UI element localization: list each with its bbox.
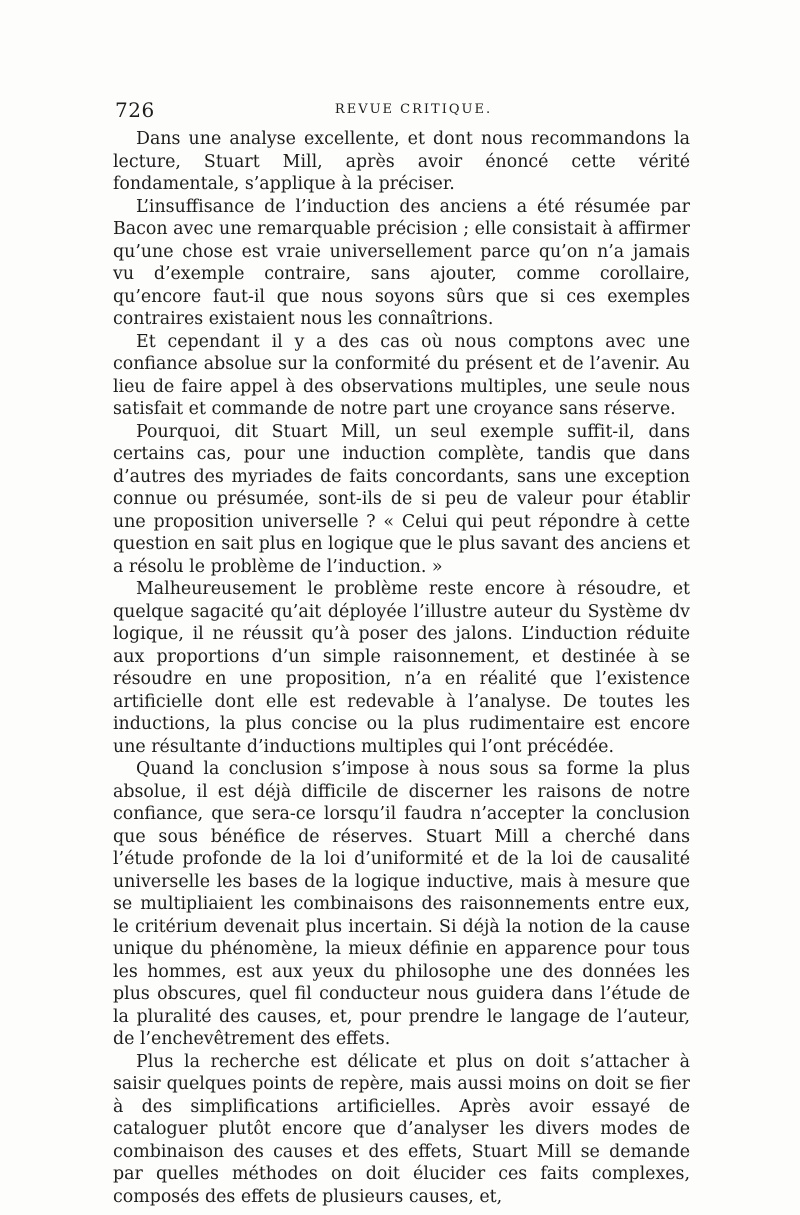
page-number: 726: [115, 98, 155, 122]
paragraph-4: Pourquoi, dit Stuart Mill, un seul exemple suffit-il, dans certains cas, pour une induction complète, tandis que dans d’autres des myriades de faits concordants, sans une exception connue ou présumée, sont-ils de si peu de valeur pour établir une proposition universelle ? « Celui qui peut répondre à cette question en sait plus en logique que le plus savant des anciens et a résolu le problème de l’induction. »: [113, 421, 690, 577]
paragraph-2: L’insuffisance de l’induction des anciens a été résumée par Bacon avec une remarquable précision ; elle consistait à affirmer qu’une chose est vraie universellement parce qu’on n’a jamais vu d’exemple contraire, sans ajouter, comme corollaire, qu’encore faut-il que nous soyons sûrs que si ces exemples contraires existaient nous les connaîtrions.: [113, 196, 690, 329]
paragraph-3: Et cependant il y a des cas où nous comptons avec une confiance absolue sur la conformité du présent et de l’avenir. Au lieu de faire appel à des observations multiples, une seule nous satisfait et commande de notre part une croyance sans réserve.: [113, 331, 690, 419]
running-head: REVUE CRITIQUE.: [334, 102, 493, 117]
page-header: [115, 98, 692, 124]
paragraph-7: Plus la recherche est délicate et plus on doit s’attacher à saisir quelques points de repère, mais aussi moins on doit se fier à des simplifications artificielles. Après avoir essayé de cataloguer plutôt encore que d’analyser les divers modes de combinaison des causes et des effets, Stuart Mill se demande par quelles méthodes on doit élucider ces faits complexes, composés des effets de plusieurs causes, et,: [113, 1051, 690, 1207]
paragraph-5: Malheureusement le problème reste encore à résoudre, et quelque sagacité qu’ait déployée l’illustre auteur du Système dv logique, il ne réussit qu’à poser des jalons. L’induction réduite aux proportions d’un simple raisonnement, et destinée à se résoudre en une proposition, n’a en réalité que l’existence artificielle dont elle est redevable à l’analyse. De toutes les inductions, la plus concise ou la plus rudimentaire est encore une résultante d’inductions multiples qui l’ont précédée.: [113, 579, 690, 757]
body-text: [113, 128, 690, 1208]
paragraph-1: Dans une analyse excellente, et dont nous recommandons la lecture, Stuart Mill, après avoir énoncé cette vérité fondamentale, s’applique à la préciser.: [113, 129, 690, 194]
paragraph-6: Quand la conclusion s’impose à nous sous sa forme la plus absolue, il est déjà difficile de discerner les raisons de notre confiance, que sera-ce lorsqu’il faudra n’accepter la conclusion que sous bénéfice de réserves. Stuart Mill a cherché dans l’étude profonde de la loi d’uniformité et de la loi de causalité universelle les bases de la logique inductive, mais à mesure que se multipliaient les combinaisons des raisonnements entre eux, le critérium devenait plus incertain. Si déjà la notion de la cause unique du phénomène, la mieux définie en apparence pour tous les hommes, est aux yeux du philosophe une des données les plus obscures, quel fil conducteur nous guidera dans l’étude de la pluralité des causes, et, pour prendre le langage de l’auteur, de l’enchevêtrement des effets.: [113, 759, 690, 1049]
